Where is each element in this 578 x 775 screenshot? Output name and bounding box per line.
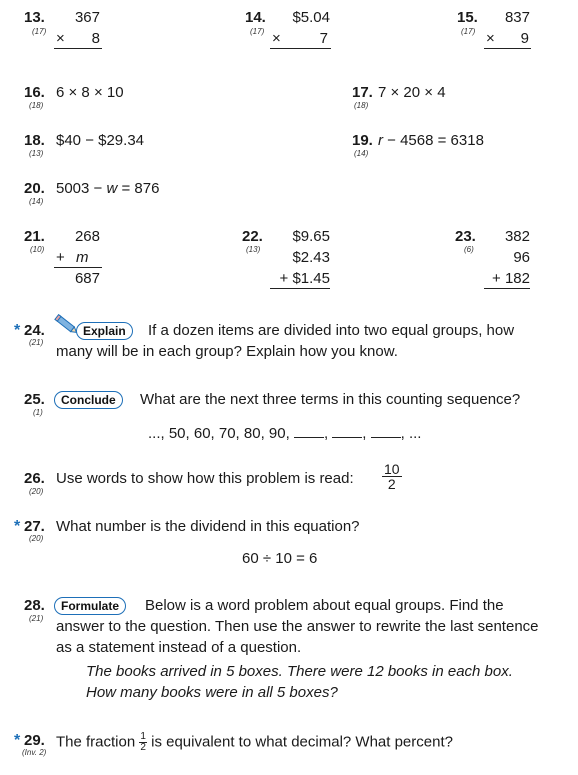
lesson-ref: (13): [246, 245, 261, 254]
problem-number: 15.: [457, 9, 478, 26]
lesson-ref: (6): [464, 245, 474, 254]
problem-text: Use words to show how this problem is read:: [56, 470, 354, 487]
problem-expression: [378, 132, 484, 149]
answer-blank: [332, 425, 362, 438]
problem-number: 13.: [24, 9, 45, 26]
problem-text: [56, 732, 453, 753]
bottom-row: [270, 30, 331, 49]
separator: ,: [362, 425, 367, 442]
problem-number: 25.: [24, 391, 45, 408]
explain-badge: Explain: [76, 322, 133, 340]
conclude-badge: Conclude: [54, 391, 123, 409]
problem-number: 24.: [24, 322, 45, 339]
lesson-ref: (17): [461, 27, 476, 36]
top-operand: $5.04: [292, 9, 330, 26]
lesson-ref: (14): [29, 197, 44, 206]
separator: ,: [323, 425, 329, 442]
operator: +: [56, 249, 65, 266]
bottom-row: [54, 30, 102, 49]
bottom-operand: 7: [319, 30, 328, 47]
variable: m: [76, 249, 89, 266]
lesson-ref: (10): [30, 245, 45, 254]
lesson-ref: (14): [354, 149, 369, 158]
fraction: [139, 732, 147, 753]
star-marker: *: [14, 518, 21, 535]
addend-3: + 182: [484, 270, 530, 289]
problem-expression: 7 × 20 × 4: [378, 84, 446, 101]
fraction-denominator: 2: [140, 742, 146, 753]
star-marker: *: [14, 732, 21, 749]
problem-expression: 6 × 8 × 10: [56, 84, 124, 101]
equation: 60 ÷ 10 = 6: [242, 550, 318, 567]
lesson-ref: (20): [29, 487, 44, 496]
text-post: is equivalent to what decimal? What percent?: [151, 733, 453, 751]
lesson-ref: (20): [29, 534, 44, 543]
lesson-ref: (18): [354, 101, 369, 110]
word-problem-line-1: The books arrived in 5 boxes. There were 12 books in each box.: [86, 663, 513, 680]
lesson-ref: (21): [29, 338, 44, 347]
problem-number: 14.: [245, 9, 266, 26]
top-operand: 367: [74, 9, 100, 26]
expression-rest: − 4568 = 6318: [383, 132, 484, 149]
lesson-ref: (17): [250, 27, 265, 36]
lesson-ref: (17): [32, 27, 47, 36]
top-operand: 268: [74, 228, 100, 245]
problem-number: 18.: [24, 132, 45, 149]
fraction-numerator: 1: [140, 731, 146, 742]
counting-sequence: [148, 425, 421, 442]
problem-text-line-1: If a dozen items are divided into two equal groups, how: [148, 322, 515, 339]
problem-text-line-2: many will be in each group? Explain how you know.: [56, 343, 398, 360]
problem-text: What are the next three terms in this counting sequence?: [140, 391, 521, 408]
operator: ×: [56, 30, 65, 47]
problem-number: 21.: [24, 228, 45, 245]
problem-number: 17.: [352, 84, 373, 101]
problem-text: What number is the dividend in this equation?: [56, 518, 360, 535]
word-problem-line-2: How many books were in all 5 boxes?: [86, 684, 338, 701]
lesson-ref: (13): [29, 149, 44, 158]
problem-number: 23.: [455, 228, 476, 245]
problem-number: 29.: [24, 732, 45, 749]
formulate-badge: Formulate: [54, 597, 126, 615]
problem-number: 19.: [352, 132, 373, 149]
expression-pre: 5003 −: [56, 180, 107, 197]
problem-text-line-3: as a statement instead of a question.: [56, 639, 302, 656]
bottom-row: [54, 249, 102, 268]
problem-text-line-1: Below is a word problem about equal groups. Find the: [145, 597, 504, 614]
lesson-ref: (21): [29, 614, 44, 623]
problem-expression: [56, 180, 159, 197]
operator: ×: [486, 30, 495, 47]
sequence-terms: ..., 50, 60, 70, 80, 90,: [148, 425, 290, 442]
problem-number: 28.: [24, 597, 45, 614]
operator: ×: [272, 30, 281, 47]
problem-number: 20.: [24, 180, 45, 197]
result: 687: [74, 270, 100, 287]
problem-number: 16.: [24, 84, 45, 101]
fraction-denominator: 2: [387, 476, 396, 492]
fraction: [382, 462, 402, 491]
text-pre: The fraction: [56, 733, 136, 751]
problem-number: 27.: [24, 518, 45, 535]
problem-number: 22.: [242, 228, 263, 245]
addend-1: $9.65: [292, 228, 330, 245]
answer-blank: [371, 425, 401, 438]
top-operand: 837: [504, 9, 530, 26]
variable: r: [378, 132, 383, 149]
problem-text-line-2: answer to the question. Then use the answer to rewrite the last sentence: [56, 618, 539, 635]
bottom-operand: 8: [91, 30, 100, 47]
bottom-row: [484, 30, 531, 49]
addend-2: 96: [513, 249, 530, 266]
expression-post: = 876: [117, 180, 160, 197]
problem-number: 26.: [24, 470, 45, 487]
lesson-ref: (18): [29, 101, 44, 110]
lesson-ref: (Inv. 2): [22, 748, 47, 757]
addend-2: $2.43: [292, 249, 330, 266]
problem-expression: $40 − $29.34: [56, 132, 145, 149]
addend-1: 382: [504, 228, 530, 245]
answer-blank: [294, 425, 324, 438]
variable: w: [106, 180, 118, 197]
sequence-end: , ...: [400, 425, 422, 442]
lesson-ref: (1): [33, 408, 43, 417]
fraction-numerator: 10: [384, 461, 400, 477]
bottom-operand: 9: [520, 30, 529, 47]
star-marker: *: [14, 322, 21, 339]
addend-3: + $1.45: [270, 270, 330, 289]
